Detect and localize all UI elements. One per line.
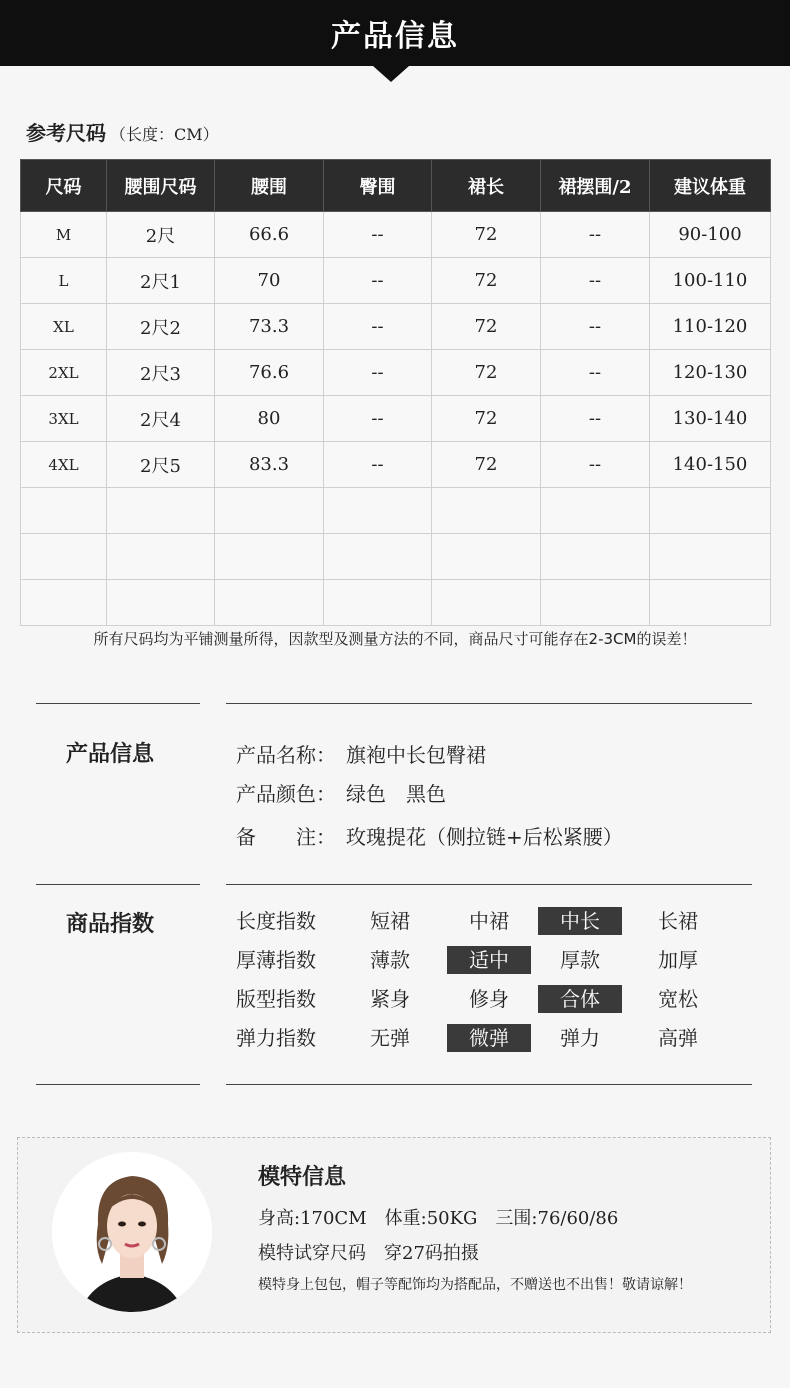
index-key: 长度指数: [236, 909, 316, 933]
table-cell: 2尺: [107, 212, 215, 258]
index-option: 紧身: [370, 987, 410, 1011]
info-row-color: [236, 778, 446, 807]
table-cell: M: [21, 212, 107, 258]
divider: [36, 703, 200, 704]
table-cell: 72: [432, 212, 541, 258]
index-option-selected: 合体: [538, 985, 622, 1013]
index-key: 版型指数: [236, 987, 316, 1011]
table-cell: --: [541, 442, 650, 488]
table-cell: 80: [215, 396, 324, 442]
table-cell: [215, 534, 324, 580]
table-cell: 130-140: [650, 396, 771, 442]
table-cell: 2尺1: [107, 258, 215, 304]
col-header-weight: 建议体重: [650, 160, 771, 212]
table-cell: 72: [432, 350, 541, 396]
index-option: 修身: [469, 987, 509, 1011]
index-option: 长裙: [658, 909, 698, 933]
table-cell: 2XL: [21, 350, 107, 396]
index-option: 厚款: [560, 948, 600, 972]
table-row: [21, 580, 771, 626]
table-cell: [21, 580, 107, 626]
table-row: [21, 396, 771, 442]
table-cell: 73.3: [215, 304, 324, 350]
table-cell: L: [21, 258, 107, 304]
table-cell: 83.3: [215, 442, 324, 488]
table-cell: 72: [432, 304, 541, 350]
index-option-selected: 中长: [538, 907, 622, 935]
index-option: 弹力: [560, 1026, 600, 1050]
model-height: 身高:170CM: [258, 1208, 367, 1229]
banner-title: 产品信息: [331, 19, 459, 54]
table-cell: 2尺3: [107, 350, 215, 396]
table-cell: [21, 534, 107, 580]
table-cell: 66.6: [215, 212, 324, 258]
table-cell: --: [324, 258, 432, 304]
col-header-size: 尺码: [21, 160, 107, 212]
table-row: [21, 350, 771, 396]
info-row-name: [236, 739, 486, 768]
table-cell: 2尺5: [107, 442, 215, 488]
size-chart-title-text: 参考尺码: [26, 121, 106, 145]
table-cell: [107, 488, 215, 534]
model-avatar: [52, 1152, 212, 1312]
table-cell: 90-100: [650, 212, 771, 258]
model-trial-value: 穿27码拍摄: [384, 1243, 479, 1264]
index-option: 短裙: [370, 909, 410, 933]
col-header-waist-size: 腰围尺码: [107, 160, 215, 212]
table-row: [21, 488, 771, 534]
banner-arrow: [373, 66, 409, 82]
table-cell: --: [324, 212, 432, 258]
divider: [36, 884, 200, 885]
size-note: 所有尺码均为平铺测量所得，因款型及测量方法的不同，商品尺寸可能存在2-3CM的误差！: [93, 630, 697, 648]
model-weight: 体重:50KG: [384, 1208, 478, 1229]
table-cell: --: [324, 396, 432, 442]
index-label: 商品指数: [66, 911, 155, 937]
table-cell: [215, 580, 324, 626]
info-value: 玫瑰提花（侧拉链+后松紧腰）: [346, 825, 623, 849]
table-row: [21, 258, 771, 304]
table-cell: 76.6: [215, 350, 324, 396]
table-cell: 110-120: [650, 304, 771, 350]
model-title: 模特信息: [258, 1164, 347, 1190]
table-cell: [432, 488, 541, 534]
size-chart-title: [26, 117, 219, 146]
table-cell: [650, 580, 771, 626]
index-option: 高弹: [658, 1026, 698, 1050]
table-cell: [324, 488, 432, 534]
index-option: 薄款: [370, 948, 410, 972]
table-cell: 100-110: [650, 258, 771, 304]
col-header-hem: 裙摆围/2: [541, 160, 650, 212]
table-row: [21, 304, 771, 350]
table-cell: [21, 488, 107, 534]
table-cell: 72: [432, 258, 541, 304]
table-cell: XL: [21, 304, 107, 350]
table-cell: [215, 488, 324, 534]
index-key: 厚薄指数: [236, 948, 316, 972]
product-info-label: 产品信息: [66, 741, 155, 767]
index-option: 无弹: [370, 1026, 410, 1050]
index-key: 弹力指数: [236, 1026, 316, 1050]
table-cell: --: [541, 350, 650, 396]
model-stats: [258, 1204, 636, 1230]
table-cell: --: [324, 350, 432, 396]
table-cell: [324, 534, 432, 580]
divider: [226, 1084, 752, 1085]
table-cell: 120-130: [650, 350, 771, 396]
table-row: [21, 212, 771, 258]
table-cell: [107, 534, 215, 580]
table-cell: [541, 488, 650, 534]
table-cell: [650, 488, 771, 534]
table-cell: 4XL: [21, 442, 107, 488]
col-header-hip: 臀围: [324, 160, 432, 212]
table-cell: 140-150: [650, 442, 771, 488]
info-value: 旗袍中长包臀裙: [346, 743, 486, 767]
table-cell: --: [541, 396, 650, 442]
model-measure: 三围:76/60/86: [495, 1208, 619, 1229]
table-cell: 72: [432, 396, 541, 442]
table-cell: [107, 580, 215, 626]
model-trial-label: 模特试穿尺码: [258, 1243, 366, 1264]
info-row-remark: [236, 821, 623, 850]
table-cell: [324, 580, 432, 626]
info-value: 绿色 黑色: [346, 782, 446, 806]
page-banner: [0, 0, 790, 66]
table-cell: [541, 580, 650, 626]
index-option: 加厚: [658, 948, 698, 972]
col-header-waist: 腰围: [215, 160, 324, 212]
size-table: [20, 159, 771, 626]
info-key: 备 注：: [236, 825, 336, 849]
table-row: [21, 442, 771, 488]
index-option-selected: 适中: [447, 946, 531, 974]
index-option: 中裙: [469, 909, 509, 933]
table-cell: 3XL: [21, 396, 107, 442]
table-cell: 72: [432, 442, 541, 488]
divider: [226, 884, 752, 885]
table-cell: --: [324, 442, 432, 488]
table-cell: [541, 534, 650, 580]
model-portrait-icon: [52, 1152, 212, 1312]
model-trial: [258, 1239, 497, 1265]
index-option-selected: 微弹: [447, 1024, 531, 1052]
info-key: 产品颜色：: [236, 782, 336, 806]
table-cell: 70: [215, 258, 324, 304]
divider: [226, 703, 752, 704]
index-option: 宽松: [658, 987, 698, 1011]
table-cell: --: [541, 212, 650, 258]
col-header-length: 裙长: [432, 160, 541, 212]
table-cell: --: [324, 304, 432, 350]
table-cell: [432, 580, 541, 626]
size-table-header: [21, 160, 771, 212]
table-cell: --: [541, 304, 650, 350]
info-key: 产品名称：: [236, 743, 336, 767]
model-note: 模特身上包包，帽子等配饰均为搭配品，不赠送也不出售！敬请谅解！: [258, 1277, 692, 1293]
table-cell: --: [541, 258, 650, 304]
table-cell: [650, 534, 771, 580]
table-row: [21, 534, 771, 580]
table-cell: 2尺4: [107, 396, 215, 442]
table-cell: [432, 534, 541, 580]
size-chart-unit: （长度：CM）: [110, 125, 219, 144]
divider: [36, 1084, 200, 1085]
table-cell: 2尺2: [107, 304, 215, 350]
